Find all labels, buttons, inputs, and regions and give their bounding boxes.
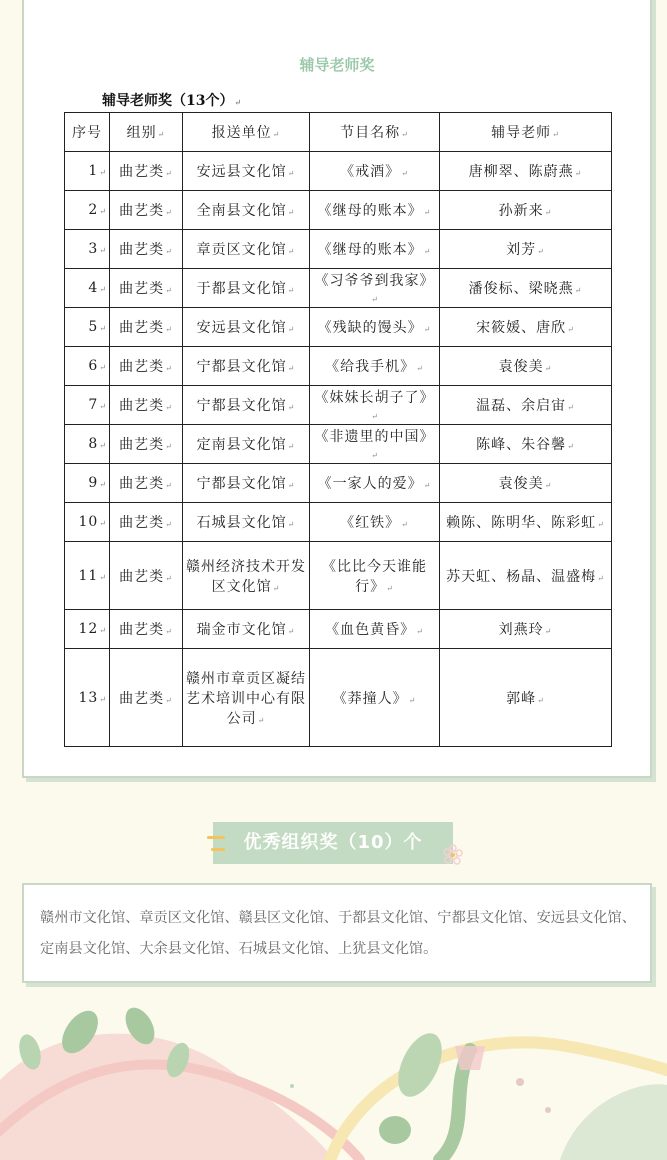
cell-unit: 全南县文化馆↵	[183, 191, 310, 230]
cell-teacher: 孙新来↵	[440, 191, 612, 230]
cell-group: 曲艺类↵	[110, 347, 183, 386]
cell-index: 2↵	[65, 191, 110, 230]
table-row	[65, 425, 612, 464]
table-row	[65, 152, 612, 191]
cell-index: 5↵	[65, 308, 110, 347]
table-header-row	[65, 113, 612, 152]
cell-index: 12↵	[65, 610, 110, 649]
table-caption: 辅导老师奖（13个）↵	[102, 93, 242, 109]
cell-unit: 宁都县文化馆↵	[183, 347, 310, 386]
cell-index: 8↵	[65, 425, 110, 464]
header-group: 组别↵	[110, 113, 183, 152]
cell-unit: 定南县文化馆↵	[183, 425, 310, 464]
table-row	[65, 386, 612, 425]
cell-unit: 石城县文化馆↵	[183, 503, 310, 542]
cell-teacher: 潘俊标、梁晓燕↵	[440, 269, 612, 308]
teacher-award-card	[22, 0, 652, 778]
cell-index: 9↵	[65, 464, 110, 503]
cell-unit: 赣州经济技术开发区文化馆↵	[183, 542, 310, 610]
org-award-card	[22, 883, 652, 983]
cell-teacher: 郭峰↵	[440, 649, 612, 747]
cell-index: 10↵	[65, 503, 110, 542]
cell-index: 1↵	[65, 152, 110, 191]
cell-group: 曲艺类↵	[110, 386, 183, 425]
cell-index: 6↵	[65, 347, 110, 386]
cell-group: 曲艺类↵	[110, 542, 183, 610]
cell-index: 13↵	[65, 649, 110, 747]
table-row	[65, 610, 612, 649]
cell-group: 曲艺类↵	[110, 152, 183, 191]
cell-unit: 赣州市章贡区凝结艺术培训中心有限公司↵	[183, 649, 310, 747]
cell-program: 《一家人的爱》↵	[310, 464, 440, 503]
cell-teacher: 唐柳翠、陈蔚燕↵	[440, 152, 612, 191]
cell-teacher: 刘芳↵	[440, 230, 612, 269]
table-row	[65, 269, 612, 308]
org-award-banner	[213, 822, 453, 864]
cell-teacher: 赖陈、陈明华、陈彩虹↵	[440, 503, 612, 542]
dot-2	[545, 1107, 551, 1113]
cell-teacher: 袁俊美↵	[440, 347, 612, 386]
cell-program: 《比比今天谁能行》↵	[310, 542, 440, 610]
cell-group: 曲艺类↵	[110, 649, 183, 747]
table-row	[65, 191, 612, 230]
cell-teacher: 苏天虹、杨晶、温盛梅↵	[440, 542, 612, 610]
cell-group: 曲艺类↵	[110, 503, 183, 542]
green-blob-right	[560, 1084, 667, 1160]
cell-unit: 瑞金市文化馆↵	[183, 610, 310, 649]
leaf-center-2	[379, 1116, 411, 1144]
teacher-award-table	[64, 112, 612, 747]
cell-index: 4↵	[65, 269, 110, 308]
cell-group: 曲艺类↵	[110, 464, 183, 503]
table-row	[65, 347, 612, 386]
decorative-background	[0, 990, 667, 1160]
table-row	[65, 649, 612, 747]
dot-3	[290, 1084, 294, 1088]
cell-teacher: 宋筱媛、唐欣↵	[440, 308, 612, 347]
cell-program: 《戒酒》↵	[310, 152, 440, 191]
cell-unit: 于都县文化馆↵	[183, 269, 310, 308]
cell-program: 《给我手机》↵	[310, 347, 440, 386]
header-index: 序号	[65, 113, 110, 152]
cell-unit: 章贡区文化馆↵	[183, 230, 310, 269]
cell-group: 曲艺类↵	[110, 610, 183, 649]
cell-unit: 安远县文化馆↵	[183, 308, 310, 347]
table-row	[65, 542, 612, 610]
cell-index: 7↵	[65, 386, 110, 425]
cell-program: 《继母的账本》↵	[310, 191, 440, 230]
org-award-title: 优秀组织奖（10）个	[213, 822, 453, 864]
cell-teacher: 袁俊美↵	[440, 464, 612, 503]
cell-program: 《习爷爷到我家》↵	[310, 269, 440, 308]
table-row	[65, 308, 612, 347]
cell-program: 《血色黄昏》↵	[310, 610, 440, 649]
leaf-center-1	[389, 1027, 450, 1104]
header-program: 节目名称↵	[310, 113, 440, 152]
header-unit: 报送单位↵	[183, 113, 310, 152]
cell-teacher: 陈峰、朱谷馨↵	[440, 425, 612, 464]
cell-group: 曲艺类↵	[110, 269, 183, 308]
cell-group: 曲艺类↵	[110, 308, 183, 347]
section-title: 辅导老师奖	[299, 56, 375, 74]
cell-program: 《莽撞人》↵	[310, 649, 440, 747]
cell-index: 3↵	[65, 230, 110, 269]
cell-group: 曲艺类↵	[110, 230, 183, 269]
cell-index: 11↵	[65, 542, 110, 610]
header-teacher: 辅导老师↵	[440, 113, 612, 152]
dot-1	[516, 1078, 524, 1086]
table-row	[65, 230, 612, 269]
org-award-list: 赣州市文化馆、章贡区文化馆、赣县区文化馆、于都县文化馆、宁都县文化馆、安远县文化馆、定南县文化馆、大余县文化馆、石城县文化馆、上犹县文化馆。	[40, 910, 636, 957]
table-row	[65, 503, 612, 542]
cell-group: 曲艺类↵	[110, 425, 183, 464]
cell-program: 《红铁》↵	[310, 503, 440, 542]
banner-dash-bottom	[211, 848, 225, 851]
cell-program: 《残缺的馒头》↵	[310, 308, 440, 347]
cell-unit: 宁都县文化馆↵	[183, 464, 310, 503]
cell-teacher: 刘燕玲↵	[440, 610, 612, 649]
cell-unit: 安远县文化馆↵	[183, 152, 310, 191]
cell-program: 《非遗里的中国》↵	[310, 425, 440, 464]
banner-dash-top	[207, 836, 225, 839]
cell-teacher: 温磊、余启宙↵	[440, 386, 612, 425]
table-row	[65, 464, 612, 503]
pink-petal	[455, 1046, 485, 1070]
cell-group: 曲艺类↵	[110, 191, 183, 230]
cell-program: 《继母的账本》↵	[310, 230, 440, 269]
flower-icon	[439, 842, 471, 868]
cell-program: 《妹妹长胡子了》↵	[310, 386, 440, 425]
cell-unit: 宁都县文化馆↵	[183, 386, 310, 425]
